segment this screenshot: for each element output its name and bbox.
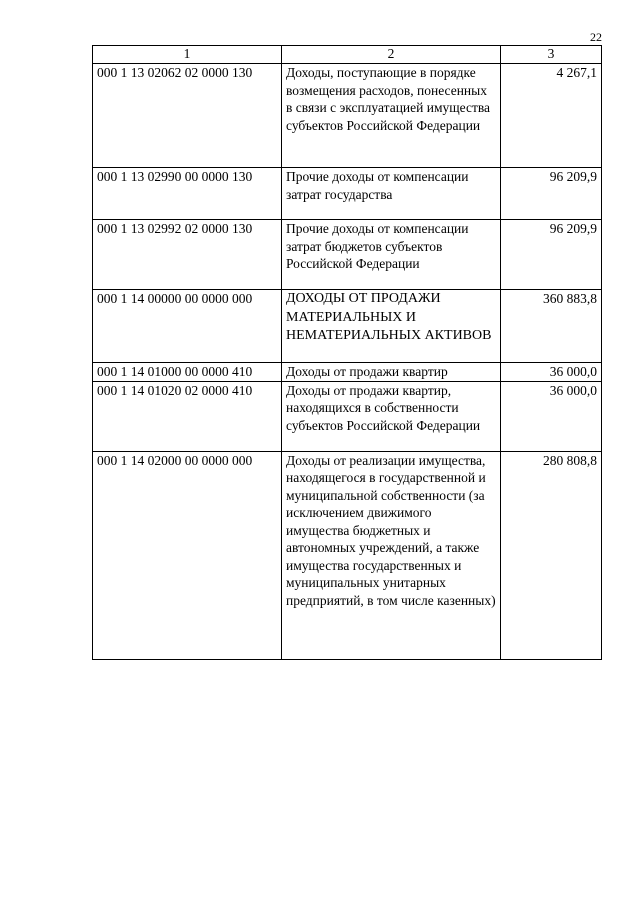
row-code: 000 1 14 00000 00 0000 000 bbox=[93, 290, 282, 363]
revenue-table bbox=[92, 45, 602, 660]
row-code: 000 1 14 01000 00 0000 410 bbox=[93, 363, 282, 382]
table-row bbox=[93, 168, 602, 220]
row-amount: 4 267,1 bbox=[501, 64, 602, 168]
row-amount: 36 000,0 bbox=[501, 381, 602, 451]
row-amount: 96 209,9 bbox=[501, 168, 602, 220]
row-code: 000 1 14 02000 00 0000 000 bbox=[93, 451, 282, 659]
table-row bbox=[93, 451, 602, 659]
row-amount: 96 209,9 bbox=[501, 220, 602, 290]
table-row bbox=[93, 64, 602, 168]
column-header-amount: 3 bbox=[501, 46, 602, 64]
table-row bbox=[93, 363, 602, 382]
table-row bbox=[93, 381, 602, 451]
table-row bbox=[93, 290, 602, 363]
row-code: 000 1 13 02990 00 0000 130 bbox=[93, 168, 282, 220]
row-name: Прочие доходы от компенсации затрат бюджетов субъектов Российской Федерации bbox=[282, 220, 501, 290]
row-code: 000 1 13 02062 02 0000 130 bbox=[93, 64, 282, 168]
row-amount: 36 000,0 bbox=[501, 363, 602, 382]
row-name: Доходы от продажи квартир, находящихся в собственности субъектов Российской Федерации bbox=[282, 381, 501, 451]
column-header-code: 1 bbox=[93, 46, 282, 64]
row-name: Доходы от продажи квартир bbox=[282, 363, 501, 382]
row-code: 000 1 13 02992 02 0000 130 bbox=[93, 220, 282, 290]
row-amount: 280 808,8 bbox=[501, 451, 602, 659]
row-name: Прочие доходы от компенсации затрат государства bbox=[282, 168, 501, 220]
table-header-row bbox=[93, 46, 602, 64]
row-code: 000 1 14 01020 02 0000 410 bbox=[93, 381, 282, 451]
column-header-name: 2 bbox=[282, 46, 501, 64]
row-name: ДОХОДЫ ОТ ПРОДАЖИ МАТЕРИАЛЬНЫХ И НЕМАТЕРИАЛЬНЫХ АКТИВОВ bbox=[282, 290, 501, 363]
row-amount: 360 883,8 bbox=[501, 290, 602, 363]
row-name: Доходы, поступающие в порядке возмещения расходов, понесенных в связи с эксплуатацией имущества субъектов Российской Федерации bbox=[282, 64, 501, 168]
row-name: Доходы от реализации имущества, находящегося в государственной и муниципальной собственности (за исключением движимого имущества бюджетных и автономных учреждений, а также имущества государственных и муниципальных унитарных предприятий, в том числе казенных) bbox=[282, 451, 501, 659]
table-row bbox=[93, 220, 602, 290]
page-number: 22 bbox=[590, 30, 602, 44]
